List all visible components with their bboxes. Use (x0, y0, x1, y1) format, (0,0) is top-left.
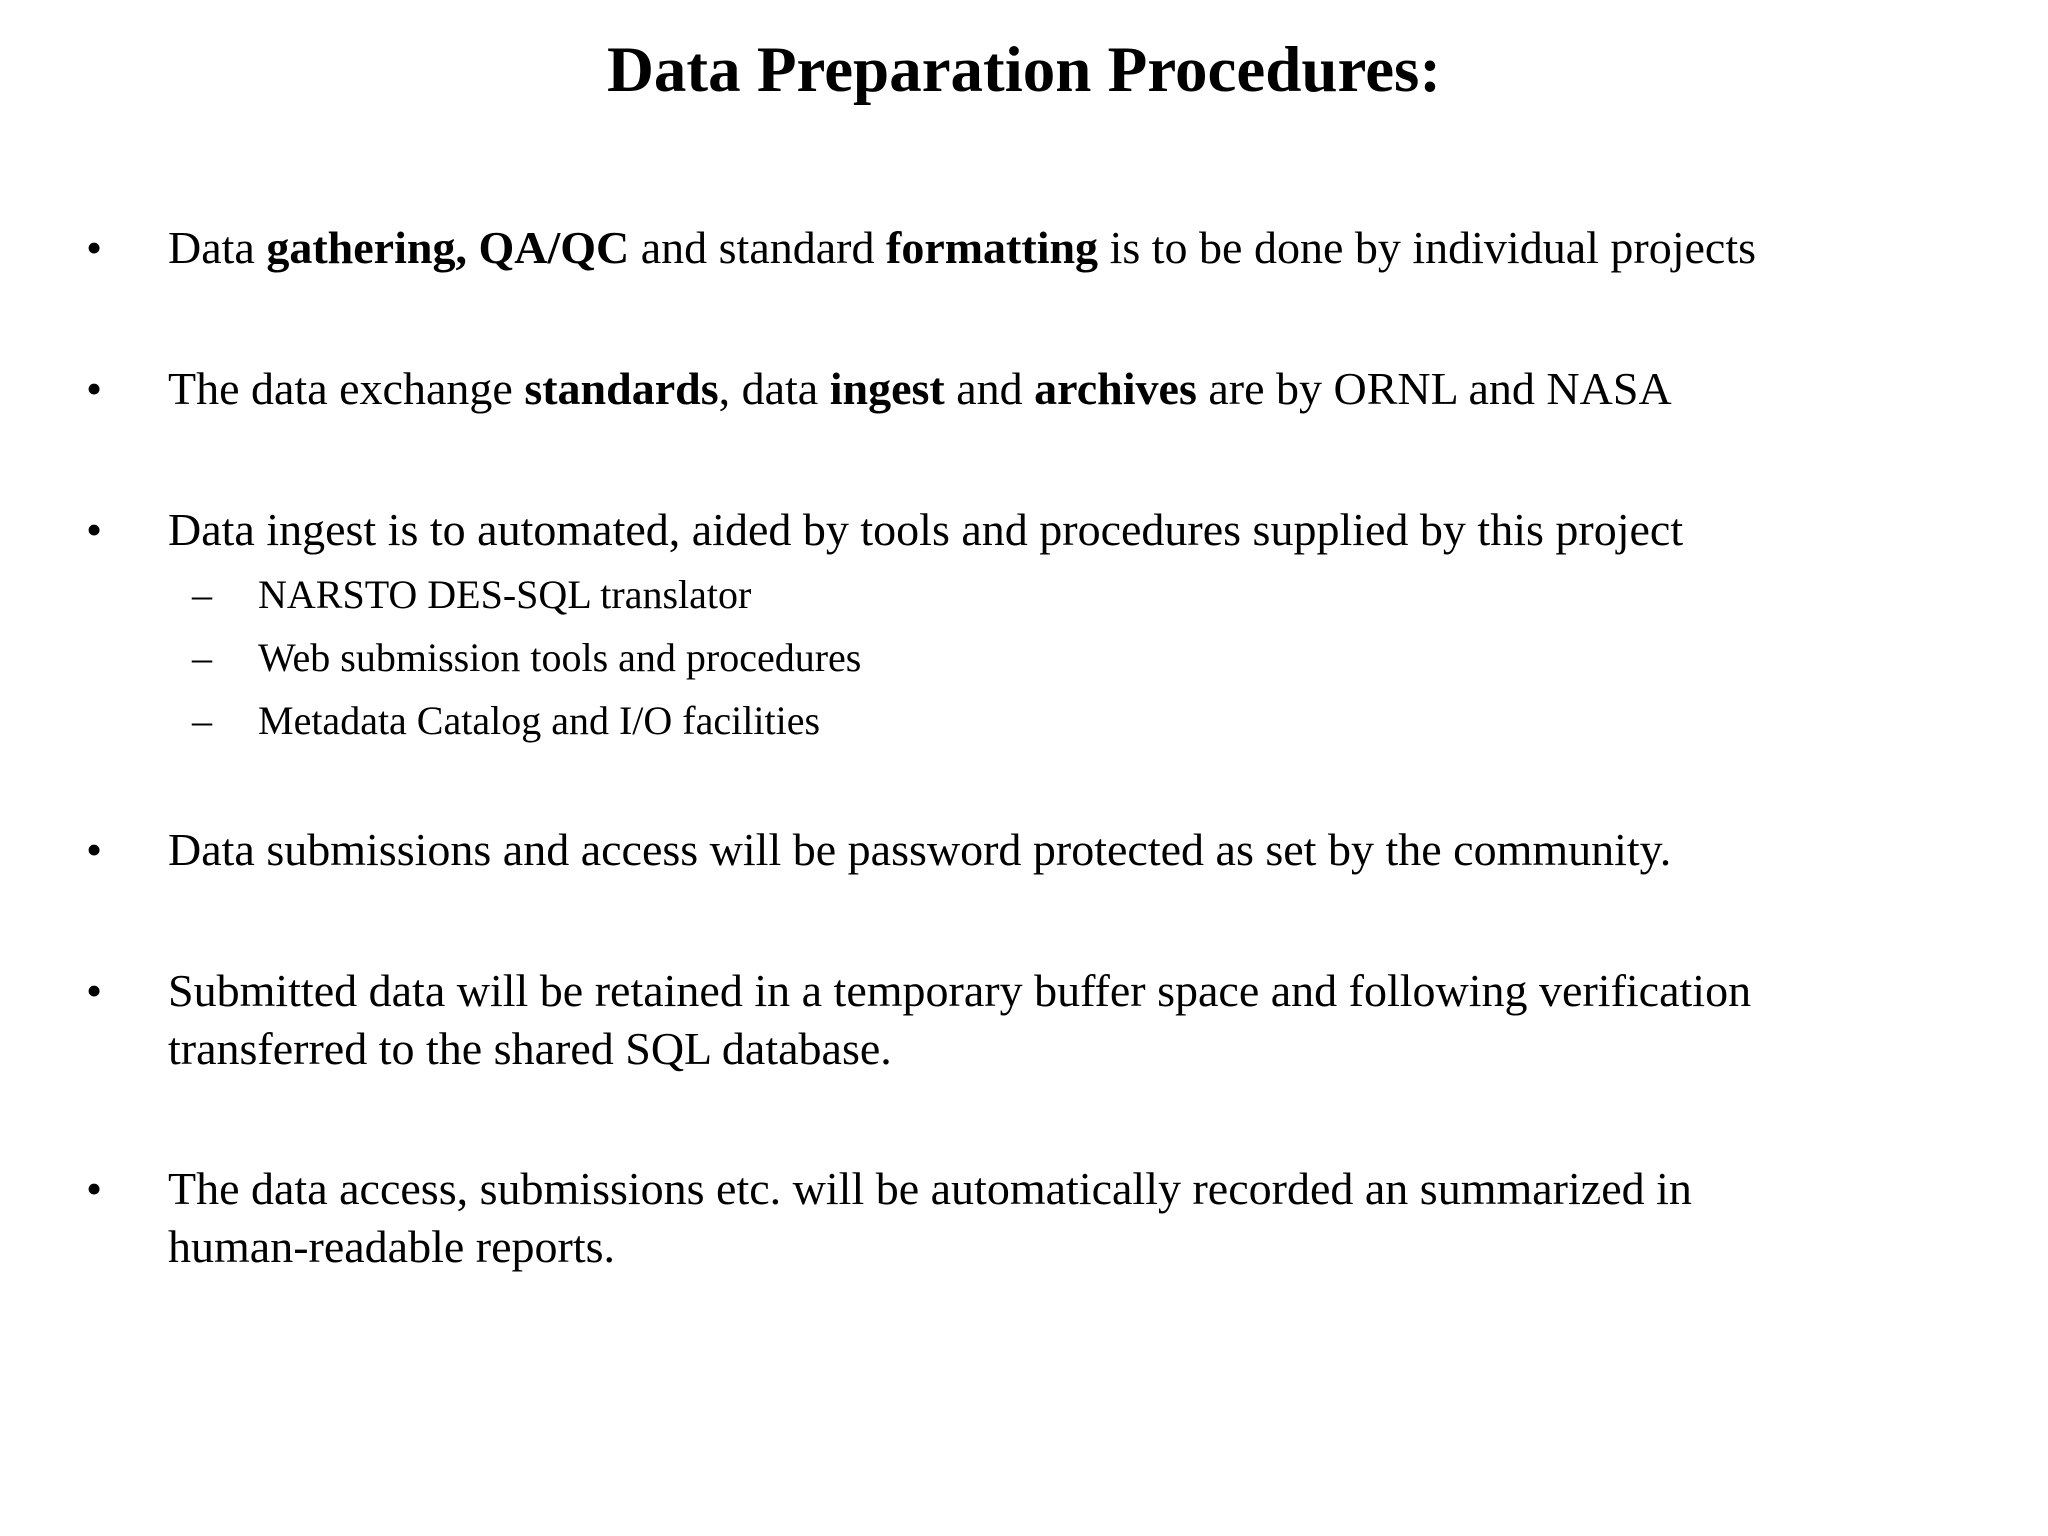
slide-title: Data Preparation Procedures: (606, 34, 1442, 106)
bullet-marker: • (86, 222, 103, 273)
bullet-text-line: transferred to the shared SQL database. (168, 1023, 892, 1074)
text-run: and (944, 363, 1035, 414)
sub-item-text: NARSTO DES-SQL translator (258, 572, 752, 617)
text-run: The data exchange (168, 363, 525, 414)
bullet-marker: • (86, 1163, 103, 1214)
text-run-bold: ingest (829, 363, 945, 414)
sub-item-text: Metadata Catalog and I/O facilities (258, 698, 821, 743)
dash-marker: – (192, 698, 212, 743)
sub-item-text: Web submission tools and procedures (258, 635, 862, 680)
text-run-bold: gathering, QA/QC (266, 222, 630, 273)
text-run-bold: standards (524, 363, 719, 414)
bullet-text-line: The data access, submissions etc. will be automatically recorded an summarized in (168, 1163, 1692, 1214)
text-run-bold: formatting (886, 222, 1099, 273)
bullet-text: Data ingest is to automated, aided by tools and procedures supplied by this project (168, 504, 1684, 555)
text-run-bold: archives (1034, 363, 1197, 414)
text-run: is to be done by individual projects (1098, 222, 1757, 273)
text-run: , data (718, 363, 830, 414)
bullet-text: Data submissions and access will be password protected as set by the community. (168, 824, 1672, 875)
text-run: Data (168, 222, 267, 273)
bullet-text (168, 962, 2008, 1078)
bullet-text (168, 1160, 2008, 1276)
bullet-text-line: human-readable reports. (168, 1221, 616, 1272)
bullet-marker: • (86, 363, 103, 414)
bullet-marker: • (86, 824, 103, 875)
text-run: and standard (629, 222, 886, 273)
bullet-marker: • (86, 504, 103, 555)
bullet-text (168, 219, 2008, 277)
bullet-text (168, 360, 2008, 418)
bullet-text-line: Submitted data will be retained in a temporary buffer space and following verification (168, 965, 1752, 1016)
text-run: are by ORNL and NASA (1196, 363, 1672, 414)
dash-marker: – (192, 635, 212, 680)
dash-marker: – (192, 572, 212, 617)
bullet-marker: • (86, 965, 103, 1016)
